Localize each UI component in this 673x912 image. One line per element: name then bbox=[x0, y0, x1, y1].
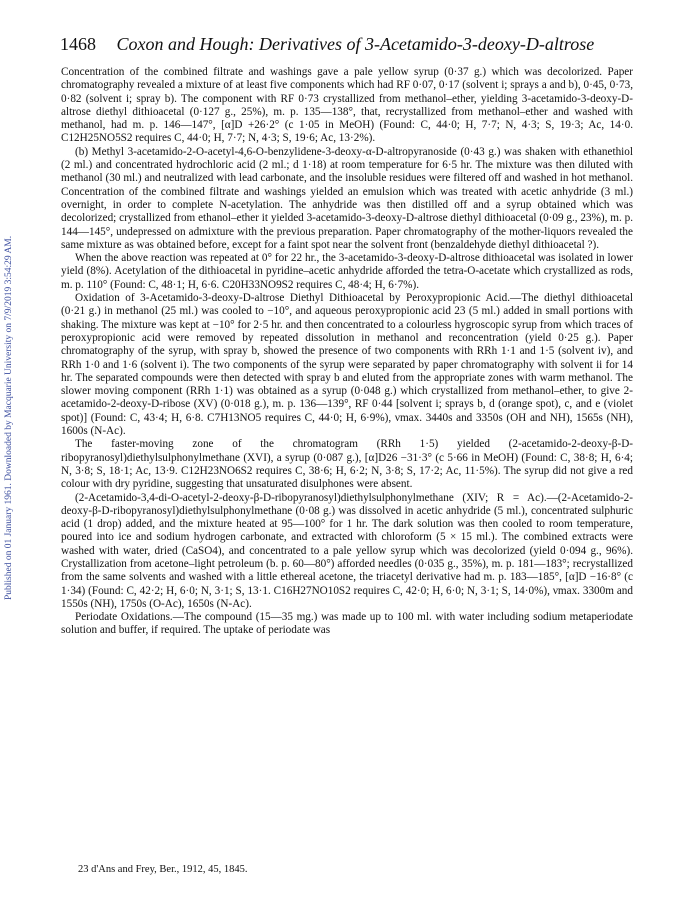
download-watermark: Published on 01 January 1961. Downloaded by Macquarie University on 7/9/2019 3:54:29 AM. bbox=[4, 235, 14, 600]
footnote: 23 d'Ans and Frey, Ber., 1912, 45, 1845. bbox=[78, 864, 248, 875]
running-title: Coxon and Hough: Derivatives of 3-Acetamido-3-deoxy-D-altrose bbox=[116, 34, 595, 54]
article-body bbox=[61, 66, 633, 856]
paragraph: Periodate Oxidations.—The compound (15—35 mg.) was made up to 100 ml. with water including sodium metaperiodate solution and buffer, if required. The uptake of periodate was bbox=[61, 611, 633, 637]
paragraph: Oxidation of 3-Acetamido-3-deoxy-D-altrose Diethyl Dithioacetal by Peroxypropionic Acid.—The diethyl dithioacetal (0·21 g.) in methanol (25 ml.) was cooled to −10°, and aqueous peroxypropionic acid 23 (5 ml.) added in small portions with shaking. The mixture was kept at −10° for 2·5 hr. and then concentrated to a colourless hygroscopic syrup from which traces of peroxypropionic acid were removed by repeated dissolution in methanol and reconcentration (yield 0·25 g.). Paper chromatography of the syrup, with spray b, showed the presence of two components with RRh 1·1 and 1·5 (solvent iv), and RRh 1·0 and 1·6 (solvent i). The two components of the syrup were separated by paper chromatography with solvent ii for 14 hr. The separated compounds were then detected with spray b and eluted from the appropriate zones with warm methanol. The slower moving component (RRh 1·1) was obtained as a syrup (0·048 g.) which crystallized from methanol–ether, to give 2-acetamido-2-deoxy-D-ribose (XV) (0·018 g.), m. p. 136—139°, RF 0·44 [solvent i; sprays b, d (orange spot), c, and e (violet spot)] (Found: C, 43·4; H, 6·8. C7H13NO5 requires C, 44·0; H, 6·9%), νmax. 3440s and 3350s (OH and NH), 1565s (NH), 1600s (N-Ac). bbox=[61, 292, 633, 438]
paragraph: Concentration of the combined filtrate and washings gave a pale yellow syrup (0·37 g.) which was decolorized. Paper chromatography revealed a mixture of at least five components which had RF 0·07, 0·17 (solvent i; sprays a and b), 0·45, 0·73, 0·82 (solvent i; spray b). The component with RF 0·73 crystallized from methanol–ether, yielding 3-acetamido-3-deoxy-D-altrose diethyl dithioacetal (0·127 g., 25%), m. p. 135—138°, that, recrystallized from methanol–ether and washed with methanol, had m. p. 146—147°, [α]D +26·2° (c 1·05 in MeOH) (Found: C, 44·0; H, 7·7; N, 4·3; S, 19·3; Ac, 14·0. C12H25NO5S2 requires C, 44·0; H, 7·7; N, 4·3; S, 19·6; Ac, 13·2%). bbox=[61, 66, 633, 145]
paragraph: The faster-moving zone of the chromatogram (RRh 1·5) yielded (2-acetamido-2-deoxy-β-D-ribopyranosyl)diethylsulphonylmethane (XVI), a syrup (0·087 g.), [α]D26 −31·3° (c 5·66 in MeOH) (Found: C, 38·8; H, 6·4; N, 3·8; S, 18·1; Ac, 13·9. C12H23NO6S2 requires C, 38·6; H, 6·2; N, 3·8; S, 17·2; Ac, 11·5%). The syrup did not give a red colour with dry pyridine, suggesting that unsaturated disulphones were absent. bbox=[61, 438, 633, 491]
paragraph: (2-Acetamido-3,4-di-O-acetyl-2-deoxy-β-D-ribopyranosyl)diethylsulphonylmethane (XIV; R = Ac).—(2-Acetamido-2-deoxy-β-D-ribopyranosyl)diethylsulphonylmethane (0·08 g.) was dissolved in acetic anhydride (5 ml.), concentrated sulphuric acid (1 drop) added, and the mixture heated at 95—100° for 1 hr. The dark solution was then cooled to room temperature, poured into ice and sodium hydrogen carbonate, and extracted with chloroform (5 × 15 ml.). The combined extracts were washed with water, dried (CaSO4), and concentrated to a pale yellow syrup which was decolorized (yield 0·094 g., 96%). Crystallization from acetone–light petroleum (b. p. 60—80°) afforded needles (0·035 g., 35%), m. p. 181—183°; recrystallized from the same solvents and washed with a little ethereal acetone, the triacetyl derivative had m. p. 183—185°, [α]D −16·8° (c 1·34) (Found: C, 42·2; H, 6·0; N, 3·1; S, 13·1. C16H27NO10S2 requires C, 42·0; H, 6·0; N, 3·1; S, 14·0%), νmax. 3300m and 1550s (NH), 1750s (O-Ac), 1650s (N-Ac). bbox=[61, 491, 633, 610]
paragraph: (b) Methyl 3-acetamido-2-O-acetyl-4,6-O-benzylidene-3-deoxy-α-D-altropyranoside (0·43 g.) was shaken with ethanethiol (2 ml.) and concentrated hydrochloric acid (2 ml.; d 1·18) at room temperature for 6·5 hr. The mixture was then diluted with methanol (30 ml.) and neutralized with lead carbonate, and the insoluble residues were filtered off and washed in hot methanol. Concentration of the combined filtrate and washings yielded an emulsion which was treated with acetic anhydride (3 ml.) overnight, in order to complete N-acetylation. The anhydride was then distilled off and a syrup obtained which was decolorized; crystallized from ethanol–ether it yielded 3-acetamido-3-deoxy-D-altrose diethyl dithioacetal (0·09 g., 23%), m. p. 144—145°, undepressed on admixture with the previous preparation. Paper chromatography of the mother-liquors revealed the same mixture as was obtained before, except for a faint spot near the solvent front (benzaldehyde diethyl dithioacetal ?). bbox=[61, 145, 633, 251]
running-header bbox=[60, 34, 630, 58]
paragraph: When the above reaction was repeated at 0° for 22 hr., the 3-acetamido-3-deoxy-D-altrose dithioacetal was isolated in lower yield (8%). Acetylation of the dithioacetal in pyridine–acetic anhydride afforded the tetra-O-acetate which crystallized as rods, m. p. 110° (Found: C, 48·1; H, 6·6. C20H33NO9S2 requires C, 48·4; H, 6·7%). bbox=[61, 252, 633, 291]
page-number: 1468 bbox=[60, 34, 96, 54]
